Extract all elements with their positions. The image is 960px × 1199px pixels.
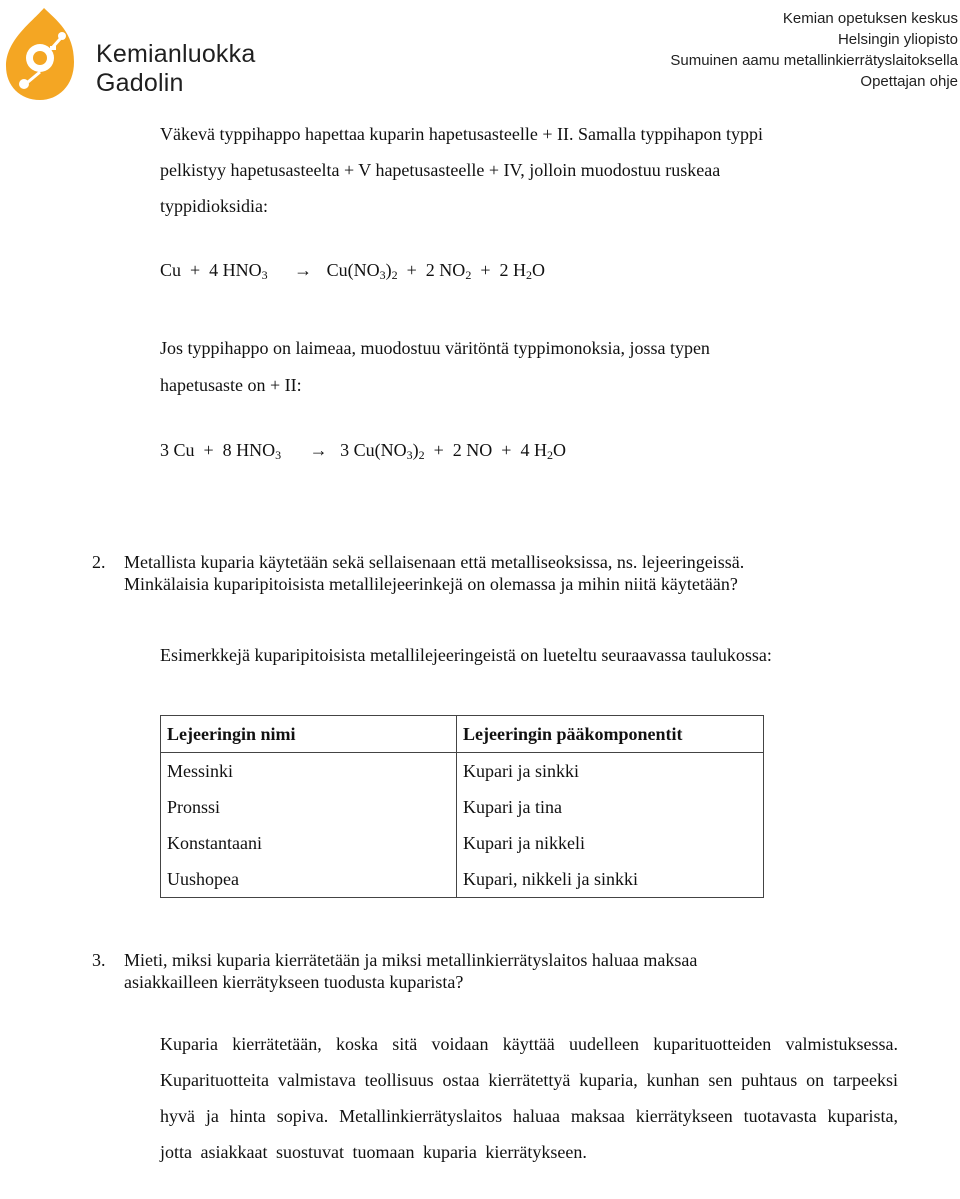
paragraph-dilute-acid	[160, 330, 710, 404]
table-cell: Kupari ja sinkki	[457, 753, 764, 790]
text-line: Jos typpihappo on laimeaa, muodostuu väritöntä typpimonoksia, jossa typen	[160, 338, 710, 358]
question-number: 2.	[92, 552, 106, 572]
equation-dilute: 3 Cu + 8 $HNO_3 \to 3$ $Cu(NO_3)_2 + 2$ NO + 4 $H_2O$	[160, 440, 566, 462]
arrow-icon: →	[294, 260, 313, 280]
logo-text-kemianluokka: Kemianluokka	[96, 40, 256, 68]
table-row	[161, 753, 764, 790]
text-line: Väkevä typpihappo hapettaa kuparin hapetusasteelle + II. Samalla typpihapon typpi	[160, 124, 763, 144]
question-text: asiakkailleen kierrätykseen tuodusta kuparista?	[124, 972, 464, 992]
header-institution: Kemian opetuksen keskus	[782, 10, 958, 27]
text-line: hapetusaste on + II:	[160, 375, 302, 395]
text-line: pelkistyy hapetusasteelta + V hapetusasteelle + IV, jolloin muodostuu ruskeaa	[160, 160, 721, 180]
table-cell: Kupari, nikkeli ja sinkki	[457, 861, 764, 898]
equation-concentrated: Cu + 4 $HNO_3 \to Cu(NO_3)_2 + 2$ $NO_2 + 2$ $H_2O$	[160, 260, 545, 282]
table-header-cell: Lejeeringin nimi	[161, 716, 457, 753]
header-doc-type: Opettajan ohje	[860, 73, 958, 90]
table-cell: Pronssi	[161, 789, 457, 825]
question-text: Metallista kuparia käytetään sekä sellaisenaan että metalliseoksissa, ns. lejeeringeissä.	[124, 552, 745, 572]
table-row	[161, 861, 764, 898]
table-row	[161, 825, 764, 861]
question-text: Mieti, miksi kuparia kierrätetään ja miksi metallinkierrätyslaitos haluaa maksaa	[124, 950, 698, 970]
header-university: Helsingin yliopisto	[837, 31, 958, 48]
table-header-row	[161, 716, 764, 753]
table-intro: Esimerkkejä kuparipitoisista metallilejeeringeistä on lueteltu seuraavassa taulukossa:	[160, 645, 772, 665]
table-cell: Kupari ja tina	[457, 789, 764, 825]
header-info	[670, 8, 958, 92]
question-2	[92, 551, 744, 595]
alloy-table	[160, 715, 764, 898]
page-header	[0, 0, 960, 105]
table-cell: Konstantaani	[161, 825, 457, 861]
answer-paragraph: Kuparia kierrätetään, koska sitä voidaan käyttää uudelleen kuparituotteiden valmistuksessa. Kuparituotteita valmistava teollisuus ostaa kierrätettyä kuparia, kunhan sen puhtaus on tarpeeksi hyvä ja hinta sopiva. Metallinkierrätyslaitos haluaa maksaa kierrätykseen tuotavasta kuparista, jotta asiakkaat suostuvat tuomaan kuparia kierrätykseen.	[160, 1034, 898, 1162]
paragraph-concentrated-acid	[160, 116, 763, 224]
question-number: 3.	[92, 950, 106, 970]
header-unit-title: Sumuinen aamu metallinkierrätyslaitoksella	[670, 52, 958, 69]
table-cell: Uushopea	[161, 861, 457, 898]
logo-text-gadolin: Gadolin	[96, 69, 184, 97]
gadolin-logo	[4, 6, 254, 102]
arrow-icon: →	[309, 440, 328, 460]
table-header-cell: Lejeeringin pääkomponentit	[457, 716, 764, 753]
table-cell: Messinki	[161, 753, 457, 790]
question-text: Minkälaisia kuparipitoisista metallilejeerinkejä on olemassa ja mihin niitä käytetään?	[124, 574, 738, 594]
text-line: typpidioksidia:	[160, 196, 268, 216]
table-row	[161, 789, 764, 825]
question-3	[92, 949, 697, 993]
table-cell: Kupari ja nikkeli	[457, 825, 764, 861]
gadolin-logo-mark	[4, 6, 94, 102]
